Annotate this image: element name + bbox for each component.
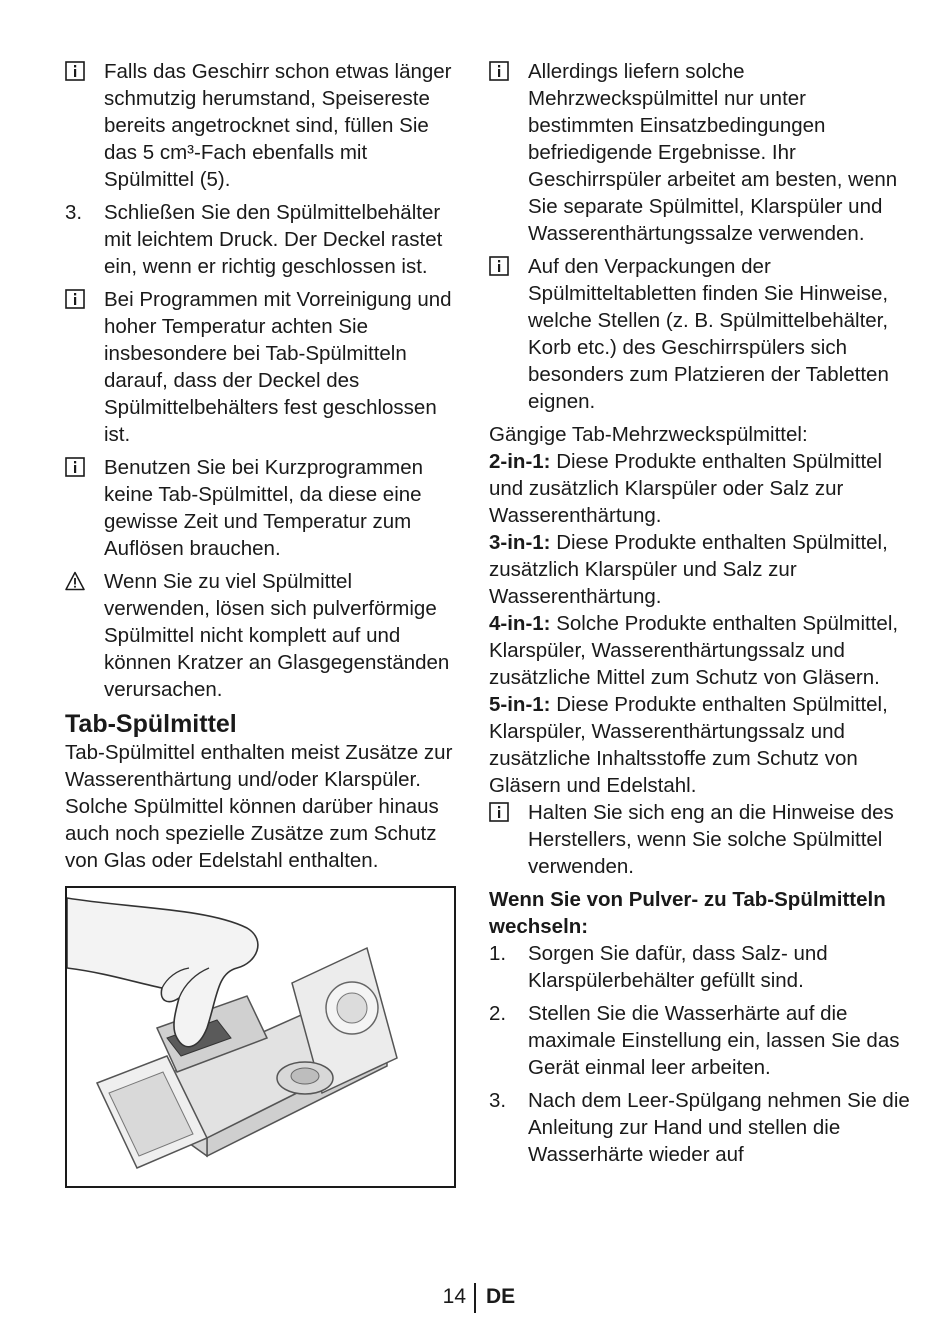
- warning-triangle-icon: [65, 571, 85, 591]
- type-entry: [489, 691, 914, 799]
- info-note: [65, 286, 460, 448]
- warning-text: Wenn Sie zu viel Spülmittel verwenden, lösen sich pulverförmige Spülmittel nicht komplett auf und können Kratzer an Glasgegenständen verursachen.: [104, 570, 450, 701]
- step-item: [489, 1000, 914, 1081]
- type-text: Diese Produkte enthalten Spülmittel, zusätzlich Klarspüler und Salz zur Wasserenthärtung.: [489, 531, 888, 608]
- note-text: Bei Programmen mit Vorreinigung und hoher Temperatur achten Sie insbesondere bei Tab-Spülmitteln darauf, dass der Deckel des Spülmittelbehälters fest geschlossen ist.: [104, 288, 452, 446]
- type-text: Diese Produkte enthalten Spülmittel und zusätzlich Klarspüler oder Salz zur Wasserenthärtung.: [489, 450, 883, 527]
- type-text: Diese Produkte enthalten Spülmittel, Klarspüler, Wasserenthärtungssalz und zusätzliche Inhaltsstoffe zum Schutz von Gläsern und Edelstahl.: [489, 693, 888, 797]
- step-text: Schließen Sie den Spülmittelbehälter mit leichtem Druck. Der Deckel rastet ein, wenn er richtig geschlossen ist.: [104, 201, 443, 278]
- footer-divider: [474, 1283, 476, 1313]
- note-text: Allerdings liefern solche Mehrzweckspülmittel nur unter bestimmten Einsatzbedingungen befriedigende Ergebnisse. Ihr Geschirrspüler arbeitet am besten, wenn Sie separate Spülmittel, Klarspüler und Wasserenthärtungssalze verwenden.: [528, 60, 898, 245]
- section-heading: Tab-Spülmittel: [65, 710, 237, 738]
- step-number: 2.: [489, 1002, 507, 1025]
- language-code: DE: [486, 1285, 516, 1308]
- step-text: Stellen Sie die Wasserhärte auf die maximale Einstellung ein, lassen Sie das Gerät einmal leer arbeiten.: [528, 1002, 900, 1079]
- right-column: [489, 58, 914, 1174]
- info-note: [489, 799, 914, 880]
- type-entry: [489, 529, 914, 610]
- type-label: 4-in-1:: [489, 612, 551, 635]
- info-icon: [65, 289, 85, 309]
- step-number: 3.: [65, 201, 83, 224]
- step-text: Sorgen Sie dafür, dass Salz- und Klarspülerbehälter gefüllt sind.: [528, 942, 828, 992]
- info-icon: [489, 802, 509, 822]
- section-paragraph: Tab-Spülmittel enthalten meist Zusätze zur Wasserenthärtung und/oder Klarspüler. Solche Spülmittel können darüber hinaus auch noch spezielle Zusätze zum Schutz von Glas oder Edelstahl enthalten.: [65, 741, 453, 872]
- info-note: [65, 454, 460, 562]
- step-number: 1.: [489, 942, 507, 965]
- info-note: [489, 58, 914, 247]
- type-entry: [489, 610, 914, 691]
- dispenser-drawing: [67, 888, 454, 1186]
- note-text: Auf den Verpackungen der Spülmitteltabletten finden Sie Hinweise, welche Stellen (z. B. Spülmittelbehälter, Korb etc.) des Geschirrspülers sich besonders zum Platzieren der Tabletten eignen.: [528, 255, 889, 413]
- note-text: Falls das Geschirr schon etwas länger schmutzig herumstand, Speisereste bereits angetrocknet sind, füllen Sie das 5 cm³-Fach ebenfalls mit Spülmittel (5).: [104, 60, 452, 191]
- subheading: Wenn Sie von Pulver- zu Tab-Spülmitteln wechseln:: [489, 888, 886, 938]
- type-label: 2-in-1:: [489, 450, 551, 473]
- info-icon: [65, 61, 85, 81]
- left-column: [65, 58, 460, 1188]
- page-number: 14: [442, 1285, 466, 1308]
- info-note: [65, 58, 460, 193]
- page-footer: [0, 1283, 950, 1313]
- step-number: 3.: [489, 1089, 507, 1112]
- note-text: Benutzen Sie bei Kurzprogrammen keine Tab-Spülmittel, da diese eine gewisse Zeit und Temperatur zum Auflösen brauchen.: [104, 456, 424, 560]
- info-note: [489, 253, 914, 415]
- note-text: Halten Sie sich eng an die Hinweise des Herstellers, wenn Sie solche Spülmittel verwenden.: [528, 801, 894, 878]
- step-text: Nach dem Leer-Spülgang nehmen Sie die Anleitung zur Hand und stellen die Wasserhärte wieder auf: [528, 1089, 910, 1166]
- type-label: 5-in-1:: [489, 693, 551, 716]
- step-item: [489, 1087, 914, 1168]
- warning-note: [65, 568, 460, 703]
- type-label: 3-in-1:: [489, 531, 551, 554]
- info-icon: [489, 61, 509, 81]
- dispenser-illustration: [65, 886, 456, 1188]
- types-intro: Gängige Tab-Mehrzweckspülmittel:: [489, 423, 808, 446]
- info-icon: [65, 457, 85, 477]
- type-entry: [489, 448, 914, 529]
- info-icon: [489, 256, 509, 276]
- step-item: [65, 199, 460, 280]
- type-text: Solche Produkte enthalten Spülmittel, Klarspüler, Wasserenthärtungssalz und zusätzliche Mittel zum Schutz von Gläsern.: [489, 612, 899, 689]
- step-item: [489, 940, 914, 994]
